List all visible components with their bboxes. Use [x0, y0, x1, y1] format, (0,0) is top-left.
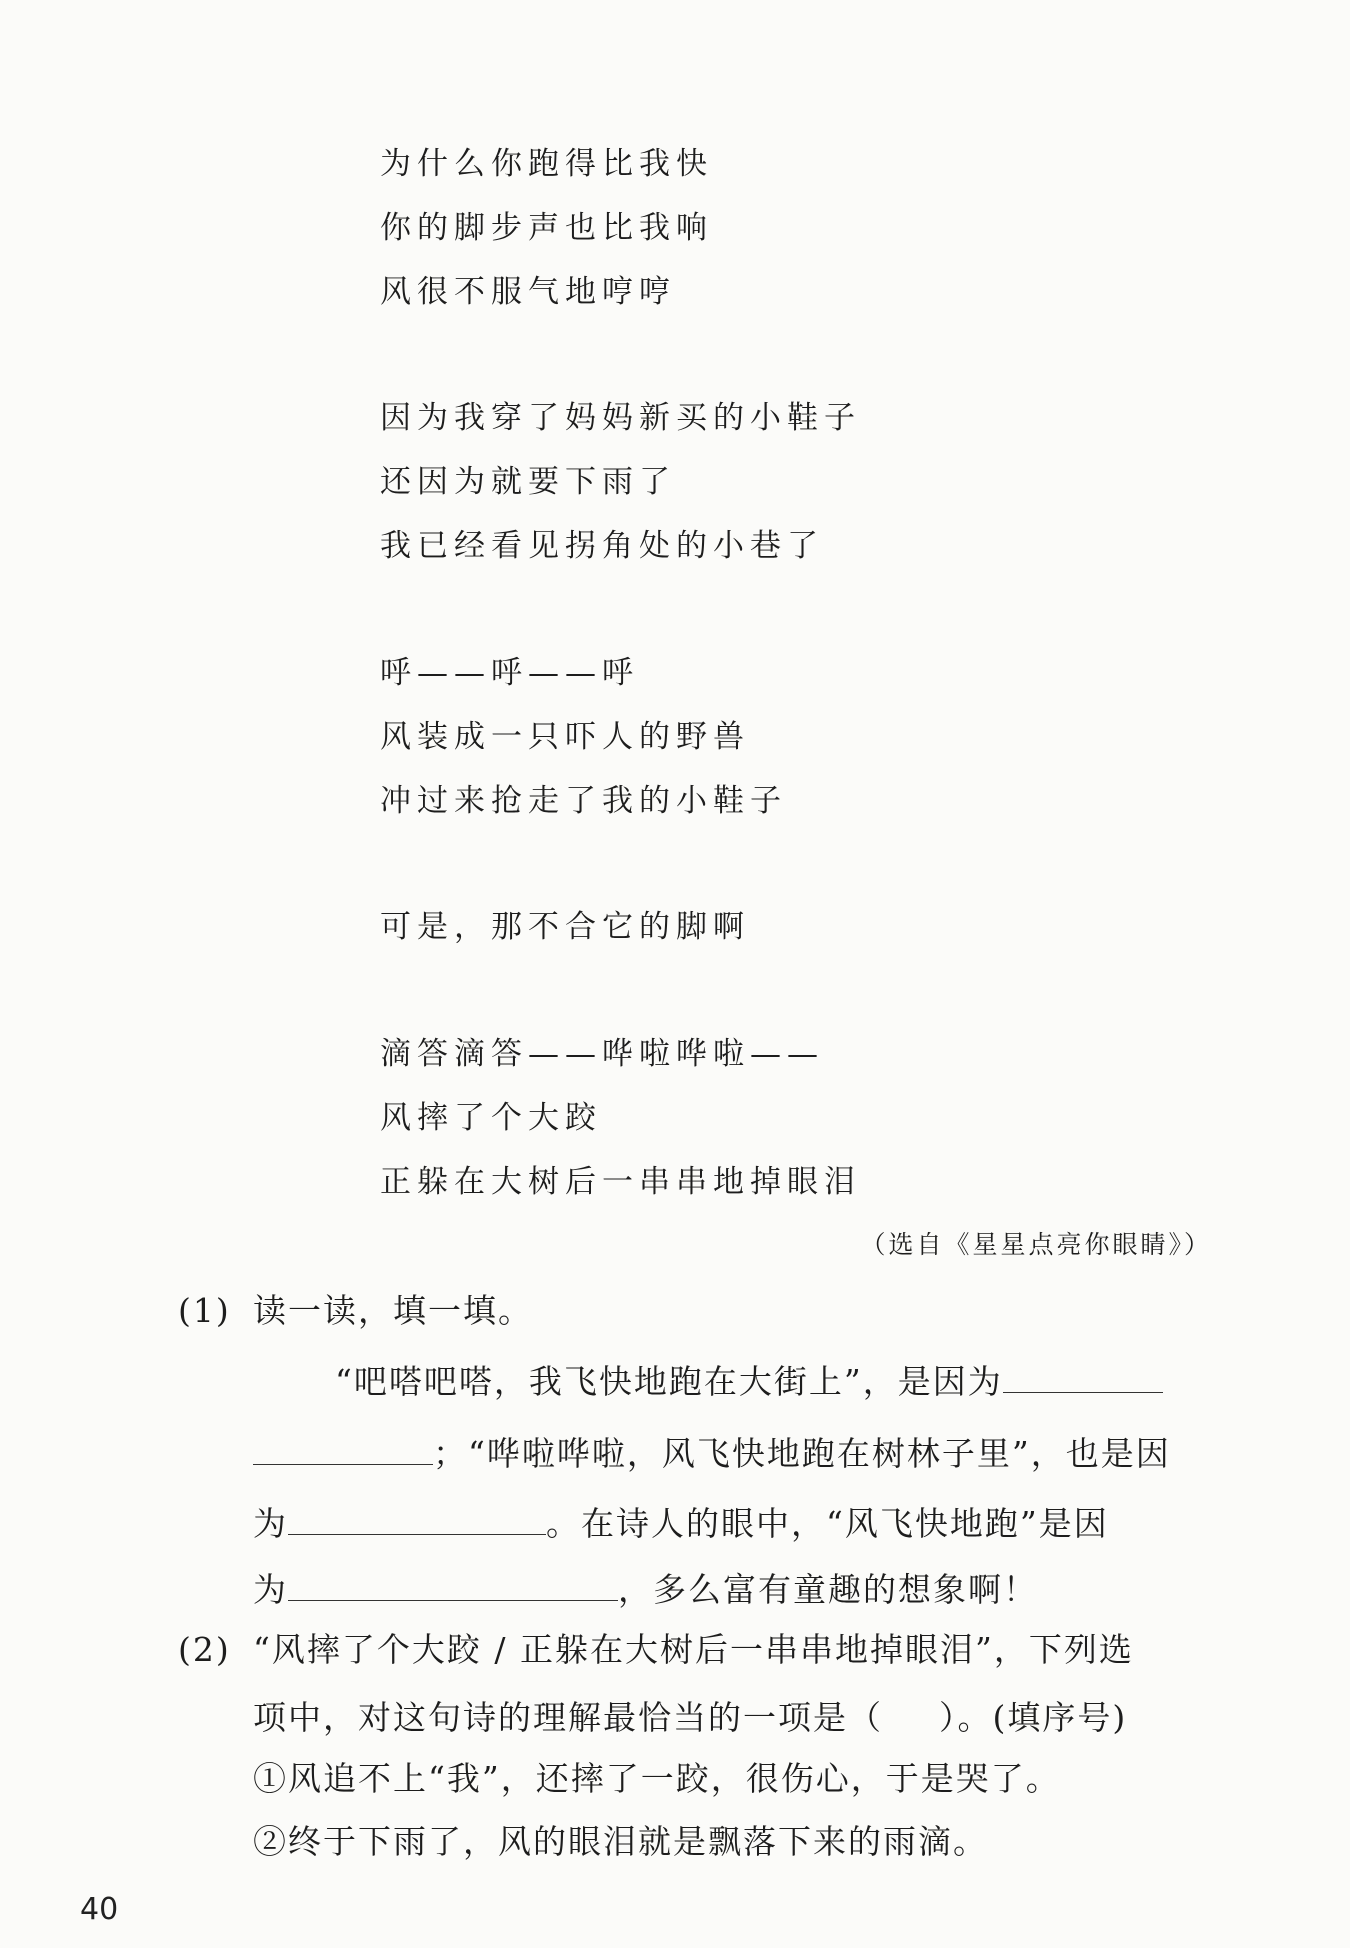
- question-text: ，多么富有童趣的想象啊！: [618, 1570, 1038, 1609]
- page-number: 40: [80, 1892, 119, 1927]
- question-text: 为: [253, 1570, 288, 1609]
- poem-stanza-2: [380, 386, 861, 578]
- question-text: 。在诗人的眼中，“风飞快地跑”是因: [546, 1504, 1109, 1543]
- question-1-line-1: [335, 1356, 1163, 1403]
- question-text: 为: [253, 1504, 288, 1543]
- poem-line: 因为我穿了妈妈新买的小鞋子: [380, 400, 861, 436]
- poem-line: 还因为就要下雨了: [380, 464, 676, 500]
- poem-line: 风装成一只吓人的野兽: [380, 719, 750, 755]
- poem-line: 正躲在大树后一串串地掉眼泪: [380, 1164, 861, 1200]
- poem-source: （选自《星星点亮你眼睛》）: [860, 1230, 1212, 1259]
- question-2-option-2: ②终于下雨了，风的眼泪就是飘落下来的雨滴。: [253, 1822, 988, 1861]
- question-text: “吧嗒吧嗒，我飞快地跑在大街上”，是因为: [335, 1362, 1003, 1401]
- poem-line: 风摔了个大跤: [380, 1100, 602, 1136]
- question-number: (2): [178, 1630, 231, 1669]
- poem-stanza-1: [380, 132, 713, 324]
- poem-line: 你的脚步声也比我响: [380, 210, 713, 246]
- poem-line: 呼——呼——呼: [380, 655, 639, 691]
- poem-stanza-4: [380, 895, 750, 959]
- poem-line: 可是，那不合它的脚啊: [380, 909, 750, 945]
- answer-blank[interactable]: [1003, 1364, 1163, 1393]
- question-text: ）。(填序号): [939, 1698, 1128, 1737]
- question-1-title: [178, 1285, 533, 1332]
- question-1-line-2: [253, 1428, 1171, 1475]
- poem-line: 我已经看见拐角处的小巷了: [380, 528, 824, 564]
- poem-line: 风很不服气地哼哼: [380, 274, 676, 310]
- question-text: “风摔了个大跤 / 正躲在大树后一串串地掉眼泪”，下列选: [253, 1630, 1134, 1669]
- question-2-option-1: ①风追不上“我”，还摔了一跤，很伤心，于是哭了。: [253, 1759, 1061, 1798]
- question-1-line-3: [253, 1498, 1109, 1545]
- question-2-line-2: [253, 1692, 1127, 1739]
- poem-line: 滴答滴答——哗啦哗啦——: [380, 1036, 824, 1072]
- question-number: (1): [178, 1291, 231, 1330]
- answer-blank[interactable]: [253, 1436, 433, 1465]
- poem-stanza-5: [380, 1022, 861, 1214]
- answer-blank[interactable]: [288, 1506, 546, 1535]
- poem-line: 为什么你跑得比我快: [380, 146, 713, 182]
- question-1-line-4: [253, 1564, 1038, 1611]
- poem-line: 冲过来抢走了我的小鞋子: [380, 783, 787, 819]
- question-text: 项中，对这句诗的理解最恰当的一项是（: [253, 1698, 883, 1737]
- question-2-line-1: [178, 1624, 1134, 1671]
- question-text: ；“哗啦哗啦，风飞快地跑在树林子里”，也是因: [433, 1434, 1171, 1473]
- poem-stanza-3: [380, 641, 787, 833]
- question-text: 读一读，填一填。: [253, 1291, 533, 1330]
- answer-blank[interactable]: [288, 1572, 618, 1601]
